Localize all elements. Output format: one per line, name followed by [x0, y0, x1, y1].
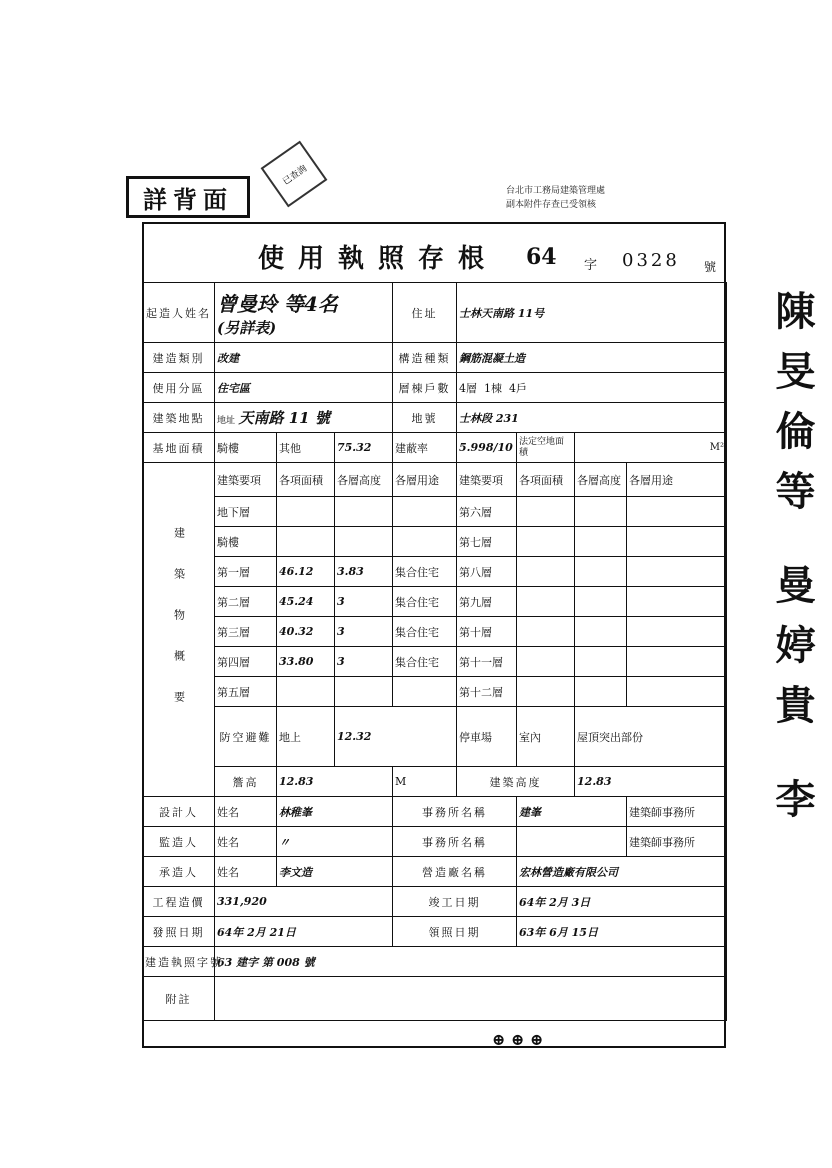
cost-label: 工程造價: [143, 887, 215, 917]
floor-use: [393, 527, 457, 557]
form-body: [142, 282, 726, 1021]
floor-row: [143, 677, 727, 707]
designer-stamp: 建築師事務所: [627, 797, 727, 827]
floor-name: 第四層: [215, 647, 277, 677]
floor-height-right: [575, 617, 627, 647]
hdr-area-right: 各項面積: [517, 463, 575, 497]
floor-use-right: [627, 557, 727, 587]
floor-use-right: [627, 497, 727, 527]
designer-office-label: 事務所名稱: [393, 797, 517, 827]
floor-area: [277, 497, 335, 527]
small-seal: 已查詢: [261, 141, 328, 208]
shelter-above: 地上: [277, 707, 335, 767]
contractor-label: 承造人: [143, 857, 215, 887]
form-title: [142, 228, 726, 278]
supervisor-stamp: 建築師事務所: [627, 827, 727, 857]
supervisor-name-label: 姓名: [215, 827, 277, 857]
floor-row: [143, 497, 727, 527]
remark-value: [215, 977, 727, 1021]
hdr-height-left: 各層高度: [335, 463, 393, 497]
supervisor-office-label: 事務所名稱: [393, 827, 517, 857]
builder-value: 曾曼玲 等4名 (另詳表): [215, 283, 393, 343]
floor-name-right: 第十層: [457, 617, 517, 647]
category-value: 改建: [215, 343, 393, 373]
supervisor-name: 〃: [277, 827, 393, 857]
designer-name-label: 姓名: [215, 797, 277, 827]
unit-m: M: [393, 767, 457, 797]
bottom-signature: ⊕ ⊕ ⊕: [492, 1030, 544, 1049]
contractor-name: 李文造: [277, 857, 393, 887]
floor-use: 集合住宅: [393, 587, 457, 617]
roof-label: 屋頂突出部份: [575, 707, 727, 767]
corner-stamp: 詳背面: [126, 176, 250, 218]
floor-use-right: [627, 677, 727, 707]
floor-area: 33.80: [277, 647, 335, 677]
title-number: 0328: [622, 250, 680, 271]
designer-label: 設計人: [143, 797, 215, 827]
done-label: 竣工日期: [393, 887, 517, 917]
floor-use-right: [627, 587, 727, 617]
shelter-label: 防空避難: [215, 707, 277, 767]
floor-name-right: 第九層: [457, 587, 517, 617]
location-label: 建築地點: [143, 403, 215, 433]
issue-value: 64年 2月 21日: [215, 917, 393, 947]
coverage-value: 5.998/10: [457, 433, 517, 463]
lot-label: 地號: [393, 403, 457, 433]
category-label: 建造類別: [143, 343, 215, 373]
remark-label: 附註: [143, 977, 215, 1021]
designer-name: 林稚峯: [277, 797, 393, 827]
contractor-name-label: 姓名: [215, 857, 277, 887]
floor-area: 40.32: [277, 617, 335, 647]
floor-name: 第三層: [215, 617, 277, 647]
builder-label: 起造人姓名: [143, 283, 215, 343]
shelter-below-value: 12.32: [335, 707, 457, 767]
floors-label: 層棟戶數: [393, 373, 457, 403]
other-value: 75.32: [335, 433, 393, 463]
permit-label: 建造執照字號: [143, 947, 215, 977]
header-note-1: 台北市工務局建築管理處: [506, 186, 606, 196]
header-note-2: 副本附件存查已受領核: [506, 200, 597, 210]
designer-office: 建峯: [517, 797, 627, 827]
parking-label: 停車場: [457, 707, 517, 767]
title-year: 64: [526, 244, 557, 270]
floor-use-right: [627, 647, 727, 677]
location-value: 地址 天南路 11 號: [215, 403, 393, 433]
title-hao: 號: [704, 260, 717, 274]
title-main: 使用執照存根: [258, 244, 499, 274]
floor-row: [143, 647, 727, 677]
floor-name: 騎樓: [215, 527, 277, 557]
floor-use: 集合住宅: [393, 647, 457, 677]
floor-area-right: [517, 527, 575, 557]
floor-row: [143, 587, 727, 617]
cost-value: 331,920: [215, 887, 393, 917]
floor-area: [277, 677, 335, 707]
hdr-use-left: 各層用途: [393, 463, 457, 497]
hdr-item-left: 建築要項: [215, 463, 277, 497]
struct-value: 鋼筋混凝土造: [457, 343, 727, 373]
supervisor-office: [517, 827, 627, 857]
side-handwriting: 陳旻倫等 曼婷貴 李: [769, 290, 816, 838]
floor-area: [277, 527, 335, 557]
floor-height: [335, 677, 393, 707]
floor-row: [143, 557, 727, 587]
floor-area-right: [517, 587, 575, 617]
floor-name: 地下層: [215, 497, 277, 527]
floors-value: 4層 1棟 4戶: [457, 373, 727, 403]
floor-name-right: 第十二層: [457, 677, 517, 707]
zone-label: 使用分區: [143, 373, 215, 403]
supervisor-label: 監造人: [143, 827, 215, 857]
floor-name-right: 第八層: [457, 557, 517, 587]
struct-label: 構造種類: [393, 343, 457, 373]
floor-use-right: [627, 527, 727, 557]
floor-name: 第五層: [215, 677, 277, 707]
floor-area-right: [517, 497, 575, 527]
contractor-firm-label: 營造廠名稱: [393, 857, 517, 887]
hdr-height-right: 各層高度: [575, 463, 627, 497]
floor-name: 第二層: [215, 587, 277, 617]
contractor-firm: 宏林營造廠有限公司: [517, 857, 727, 887]
hdr-item-right: 建築要項: [457, 463, 517, 497]
floor-height: 3: [335, 617, 393, 647]
bh-label: 建築高度: [457, 767, 575, 797]
floor-name-right: 第六層: [457, 497, 517, 527]
hdr-area-left: 各項面積: [277, 463, 335, 497]
issue-label: 發照日期: [143, 917, 215, 947]
claim-label: 領照日期: [393, 917, 517, 947]
claim-value: 63年 6月 15日: [517, 917, 727, 947]
floor-area-right: [517, 647, 575, 677]
floor-name-right: 第七層: [457, 527, 517, 557]
open-space-label: 法定空地面積: [517, 433, 575, 463]
floor-height-right: [575, 587, 627, 617]
permit-value: 63 建字 第 008 號: [215, 947, 727, 977]
eaves-value: 12.83: [277, 767, 393, 797]
area-label: 基地面積: [143, 433, 215, 463]
floor-area: 46.12: [277, 557, 335, 587]
address-value: 士林天南路 11号: [457, 283, 727, 343]
bh-value: 12.83: [575, 767, 727, 797]
done-value: 64年 2月 3日: [517, 887, 727, 917]
floor-height: [335, 527, 393, 557]
floor-height-right: [575, 557, 627, 587]
floor-use: 集合住宅: [393, 557, 457, 587]
floor-area-right: [517, 557, 575, 587]
floor-height: 3: [335, 647, 393, 677]
floor-row: [143, 617, 727, 647]
floor-use: [393, 677, 457, 707]
floor-area: 45.24: [277, 587, 335, 617]
zone-value: 住宅區: [215, 373, 393, 403]
floor-height-right: [575, 677, 627, 707]
floor-height-right: [575, 497, 627, 527]
other-label: 其他: [277, 433, 335, 463]
floor-area-right: [517, 617, 575, 647]
address-label: 住址: [393, 283, 457, 343]
section-label: 建築物概要: [143, 463, 215, 797]
arcade-label: 騎樓: [215, 433, 277, 463]
coverage-label: 建蔽率: [393, 433, 457, 463]
open-space-unit: M²: [575, 433, 727, 463]
floor-use: [393, 497, 457, 527]
floor-name-right: 第十一層: [457, 647, 517, 677]
floor-row: [143, 527, 727, 557]
floor-height-right: [575, 647, 627, 677]
floor-height: [335, 497, 393, 527]
form-table: [142, 282, 727, 1021]
lot-value: 士林段 231: [457, 403, 727, 433]
floor-use-right: [627, 617, 727, 647]
floor-name: 第一層: [215, 557, 277, 587]
title-zi: 字: [584, 258, 598, 273]
hdr-use-right: 各層用途: [627, 463, 727, 497]
floor-height: 3: [335, 587, 393, 617]
floor-use: 集合住宅: [393, 617, 457, 647]
floor-area-right: [517, 677, 575, 707]
eaves-label: 簷高: [215, 767, 277, 797]
floor-height: 3.83: [335, 557, 393, 587]
parking-indoor: 室內: [517, 707, 575, 767]
floor-height-right: [575, 527, 627, 557]
